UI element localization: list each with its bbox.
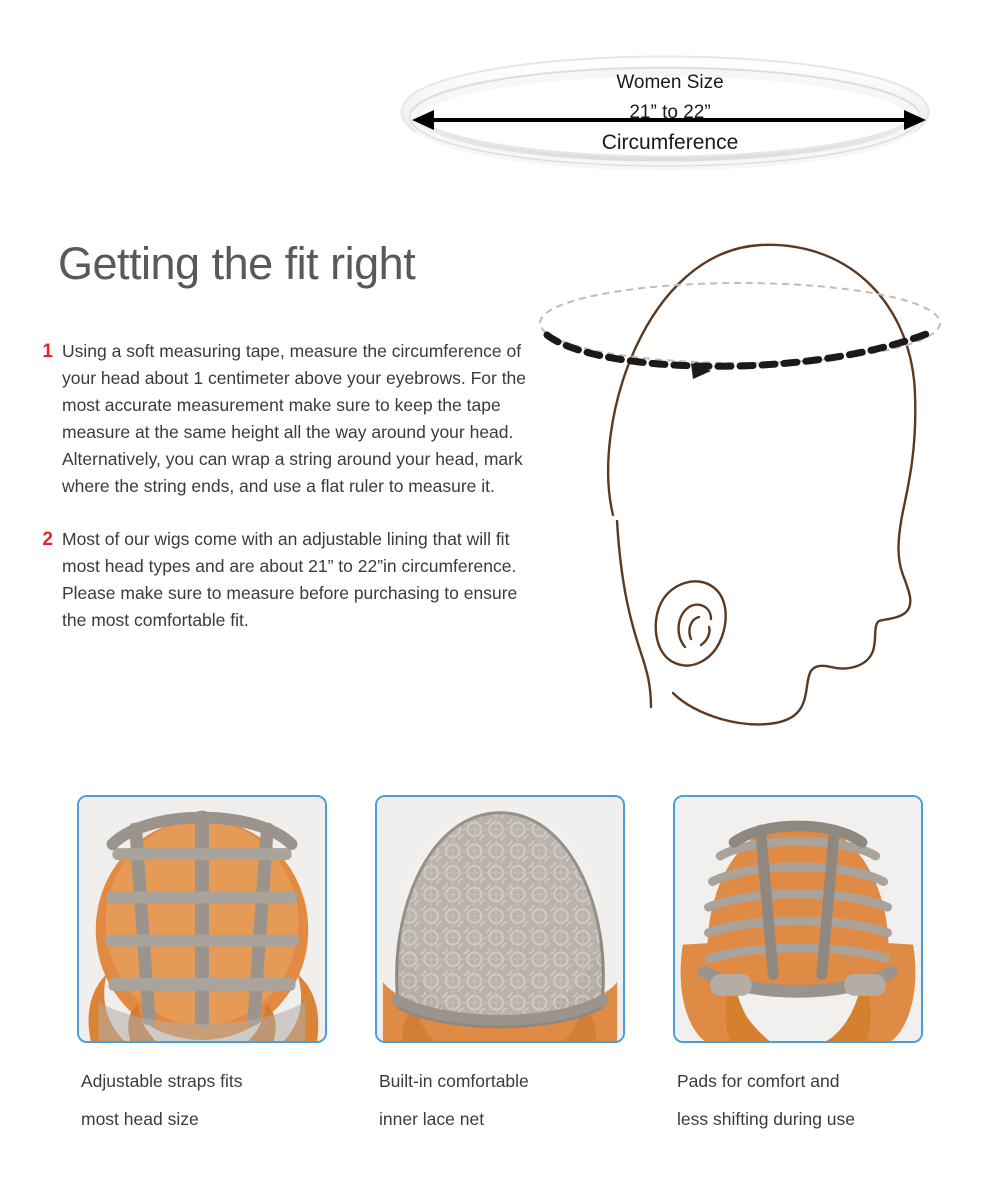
step-number: 1 (42, 341, 53, 362)
step-text: Most of our wigs come with an adjustable lining that will fit most head types and are about 21” to 22”in circumference. Please make sure to measure before purchasing to ensure the most comfortable fit. (62, 529, 518, 630)
page-title: Getting the fit right (58, 238, 416, 289)
banner-size-label: Women Size (616, 72, 724, 93)
card-caption (673, 1062, 923, 1138)
banner-size-range: 21” to 22” (629, 102, 711, 123)
instruction-step (28, 526, 528, 634)
head-profile-illustration (505, 215, 975, 755)
banner-text (480, 68, 860, 158)
card-caption (77, 1062, 327, 1138)
instruction-step (28, 338, 528, 500)
card-caption-line2: most head size (81, 1109, 199, 1129)
wig-cap-adjustable-straps-photo (77, 795, 327, 1043)
instruction-steps (28, 338, 528, 660)
card-caption-line1: Pads for comfort and (677, 1071, 840, 1091)
card-caption-line2: less shifting during use (677, 1109, 856, 1129)
measuring-tape-dashed-ellipse (540, 283, 940, 379)
card-caption-line1: Adjustable straps fits (81, 1071, 243, 1091)
step-number: 2 (42, 529, 53, 550)
wig-cap-inner-lace-net-photo (375, 795, 625, 1043)
feature-card (375, 795, 625, 1138)
wig-cap-pads-photo (673, 795, 923, 1043)
feature-cards (0, 795, 1000, 1138)
step-text: Using a soft measuring tape, measure the circumference of your head about 1 centimeter above your eyebrows. For the most accurate measurement make sure to keep the tape measure at the same height all the way around your head. Alternatively, you can wrap a string around your head, mark where the string ends, and use a flat ruler to measure it. (62, 341, 527, 496)
banner-circumference-label: Circumference (601, 131, 739, 154)
feature-card (77, 795, 327, 1138)
card-caption-line2: inner lace net (379, 1109, 485, 1129)
head-circumference-banner (0, 0, 1000, 200)
card-caption (375, 1062, 625, 1138)
head-profile-svg (505, 215, 975, 755)
feature-card (673, 795, 923, 1138)
card-caption-line1: Built-in comfortable (379, 1071, 529, 1091)
